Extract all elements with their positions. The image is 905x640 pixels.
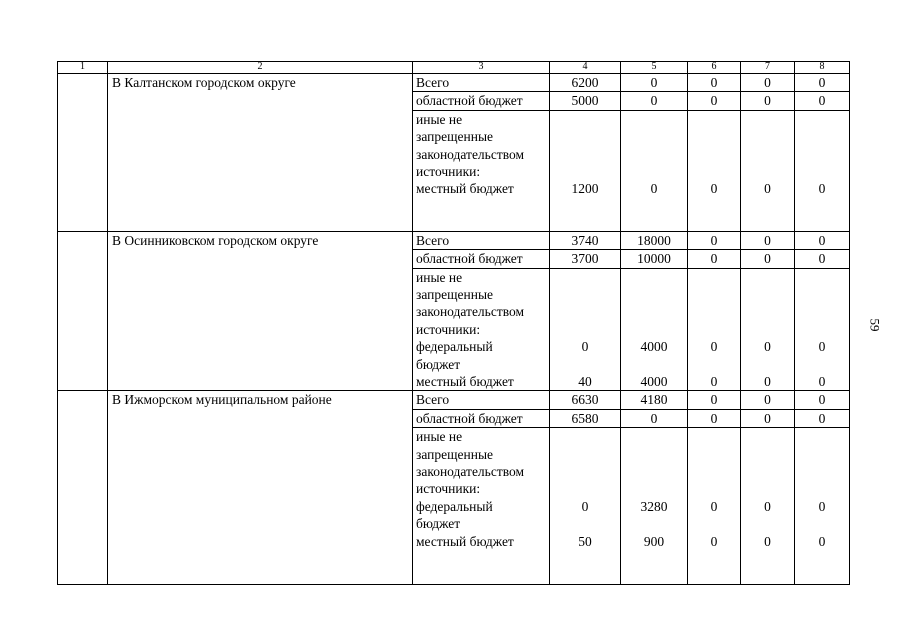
value-cell: 0 40 <box>550 268 621 391</box>
value-cell: 3700 <box>550 250 621 268</box>
table-row <box>58 391 850 409</box>
source-label: областной бюджет <box>413 409 550 427</box>
value-cell: 0 0 <box>795 268 850 391</box>
value-cell: 0 <box>741 74 795 92</box>
value-cell: 5000 <box>550 92 621 110</box>
value-cell: 0 0 <box>688 268 741 391</box>
table-row <box>58 231 850 249</box>
value-cell: 0 <box>741 409 795 427</box>
value-cell: 0 <box>795 110 850 231</box>
value-cell: 0 <box>621 92 688 110</box>
empty-cell <box>58 391 108 585</box>
value-cell: 3740 <box>550 231 621 249</box>
source-label: Всего <box>413 391 550 409</box>
value-cell: 0 <box>741 92 795 110</box>
value-cell: 0 <box>741 391 795 409</box>
value-cell: 6200 <box>550 74 621 92</box>
value-cell: 0 <box>621 74 688 92</box>
value-cell: 6580 <box>550 409 621 427</box>
value-cell: 0 <box>688 391 741 409</box>
value-cell: 0 <box>795 231 850 249</box>
source-label: областной бюджет <box>413 92 550 110</box>
value-cell: 0 0 <box>741 268 795 391</box>
value-cell: 0 <box>621 110 688 231</box>
value-cell: 0 <box>688 74 741 92</box>
district-name: В Ижморском муниципальном районе <box>108 391 413 585</box>
value-cell: 0 <box>688 92 741 110</box>
value-cell: 0 <box>621 409 688 427</box>
column-number: 4 <box>550 62 621 74</box>
value-cell: 0 <box>795 92 850 110</box>
source-label: иные не запрещенные законодательством источники: федеральный бюджет местный бюджет <box>413 268 550 391</box>
value-cell: 0 0 <box>795 428 850 585</box>
value-cell: 3280 900 <box>621 428 688 585</box>
value-cell: 0 0 <box>741 428 795 585</box>
column-number: 2 <box>108 62 413 74</box>
column-number: 8 <box>795 62 850 74</box>
value-cell: 0 <box>741 231 795 249</box>
value-cell: 0 <box>688 409 741 427</box>
value-cell: 1200 <box>550 110 621 231</box>
column-number-row <box>58 62 850 74</box>
column-number: 6 <box>688 62 741 74</box>
value-cell: 0 <box>688 231 741 249</box>
source-label: Всего <box>413 231 550 249</box>
column-number: 7 <box>741 62 795 74</box>
source-label: иные не запрещенные законодательством источники: местный бюджет <box>413 110 550 231</box>
value-cell: 0 <box>795 391 850 409</box>
value-cell: 0 <box>795 74 850 92</box>
value-cell: 0 <box>688 250 741 268</box>
value-cell: 0 <box>741 250 795 268</box>
value-cell: 0 <box>795 250 850 268</box>
source-label: областной бюджет <box>413 250 550 268</box>
value-cell: 4180 <box>621 391 688 409</box>
source-label: Всего <box>413 74 550 92</box>
district-name: В Осинниковском городском округе <box>108 231 413 391</box>
column-number: 5 <box>621 62 688 74</box>
column-number: 3 <box>413 62 550 74</box>
value-cell: 0 <box>688 110 741 231</box>
value-cell: 0 <box>795 409 850 427</box>
page-number: 59 <box>867 318 883 332</box>
budget-table <box>57 61 850 585</box>
district-name: В Калтанском городском округе <box>108 74 413 232</box>
value-cell: 0 0 <box>688 428 741 585</box>
table-row <box>58 74 850 92</box>
value-cell: 0 <box>741 110 795 231</box>
empty-cell <box>58 231 108 391</box>
value-cell: 6630 <box>550 391 621 409</box>
value-cell: 18000 <box>621 231 688 249</box>
source-label: иные не запрещенные законодательством источники: федеральный бюджет местный бюджет <box>413 428 550 585</box>
value-cell: 4000 4000 <box>621 268 688 391</box>
value-cell: 10000 <box>621 250 688 268</box>
value-cell: 0 50 <box>550 428 621 585</box>
empty-cell <box>58 74 108 232</box>
column-number: 1 <box>58 62 108 74</box>
